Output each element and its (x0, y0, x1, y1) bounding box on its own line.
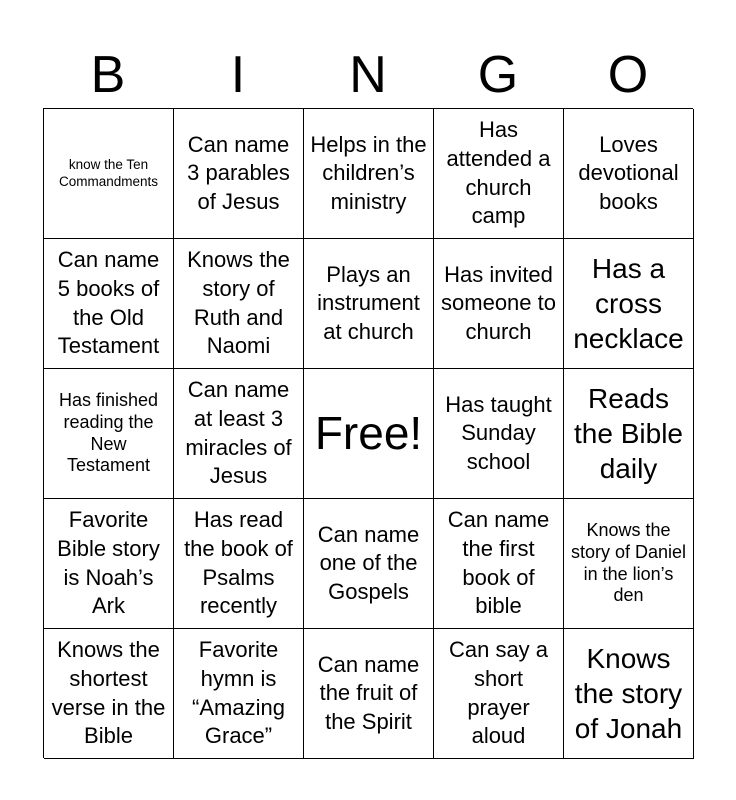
bingo-cell[interactable]: Knows the shortest verse in the Bible (44, 629, 174, 759)
header-letter-b: B (90, 46, 126, 104)
bingo-cell[interactable]: Can say a short prayer aloud (434, 629, 564, 759)
bingo-cell[interactable]: Reads the Bible daily (564, 369, 694, 499)
bingo-cell[interactable]: Has taught Sunday school (434, 369, 564, 499)
bingo-cell[interactable]: Has finished reading the New Testament (44, 369, 174, 499)
bingo-cell[interactable]: Loves devotional books (564, 109, 694, 239)
bingo-cell[interactable]: Favorite hymn is “Amazing Grace” (174, 629, 304, 759)
bingo-cell[interactable]: Can name the fruit of the Spirit (304, 629, 434, 759)
bingo-cell[interactable]: Knows the story of Daniel in the lion’s den (564, 499, 694, 629)
bingo-cell[interactable]: Plays an instrument at church (304, 239, 434, 369)
bingo-cell[interactable]: Has attended a church camp (434, 109, 564, 239)
bingo-cell[interactable]: Favorite Bible story is Noah’s Ark (44, 499, 174, 629)
header-letter-g: G (477, 46, 519, 104)
header-letter-o: O (607, 46, 649, 104)
bingo-cell[interactable]: Can name one of the Gospels (304, 499, 434, 629)
bingo-header (43, 42, 693, 108)
header-letter-i: I (230, 46, 246, 104)
bingo-cell[interactable]: Can name 3 parables of Jesus (174, 109, 304, 239)
bingo-cell[interactable]: Has a cross necklace (564, 239, 694, 369)
bingo-cell[interactable]: Knows the story of Jonah (564, 629, 694, 759)
bingo-card-grid (43, 108, 693, 758)
bingo-cell[interactable]: Helps in the children’s ministry (304, 109, 434, 239)
bingo-cell[interactable]: Can name 5 books of the Old Testament (44, 239, 174, 369)
bingo-cell[interactable]: know the Ten Commandments (44, 109, 174, 239)
bingo-cell[interactable]: Can name the first book of bible (434, 499, 564, 629)
bingo-cell[interactable]: Has read the book of Psalms recently (174, 499, 304, 629)
bingo-cell[interactable]: Has invited someone to church (434, 239, 564, 369)
free-space-cell[interactable]: Free! (304, 369, 434, 499)
bingo-cell[interactable]: Knows the story of Ruth and Naomi (174, 239, 304, 369)
bingo-cell[interactable]: Can name at least 3 miracles of Jesus (174, 369, 304, 499)
header-letter-n: N (349, 46, 387, 104)
